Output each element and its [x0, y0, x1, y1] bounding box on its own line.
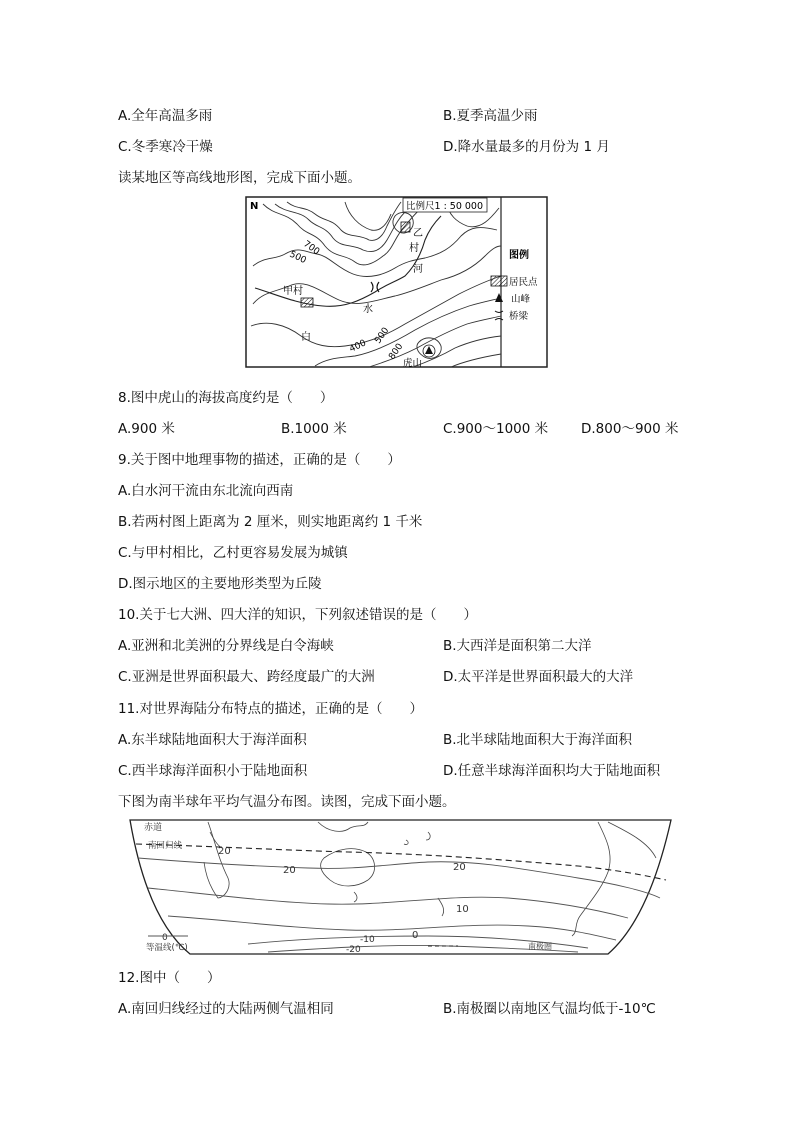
- q8-option-a: A.900 米: [118, 421, 175, 437]
- q10-option-d: D.太平洋是世界面积最大的大洋: [443, 669, 634, 685]
- place-shui: 水: [363, 304, 373, 315]
- legend-peak: 山峰: [511, 294, 531, 305]
- q10-stem: 10.关于七大洲、四大洋的知识，下列叙述错误的是（ ）: [118, 607, 477, 623]
- scale-label: 比例尺1 : 50 000: [406, 201, 484, 212]
- q9-option-a: A.白水河干流由东北流向西南: [118, 483, 294, 499]
- q11-option-d: D.任意半球海洋面积均大于陆地面积: [443, 763, 661, 779]
- equator-label: 赤道: [144, 823, 163, 833]
- q10-option-a: A.亚洲和北美洲的分界线是白令海峡: [118, 638, 334, 654]
- village-jia-icon: [301, 298, 313, 307]
- q11-option-b: B.北半球陆地面积大于海洋面积: [443, 732, 633, 748]
- q8-stem: 8.图中虎山的海拔高度约是（ ）: [118, 390, 334, 406]
- q8-option-d: D.800～900 米: [581, 421, 679, 437]
- isotherm-label-0b: 0: [162, 933, 168, 943]
- isotherm-label-0a: 0: [412, 930, 419, 941]
- legend-title: 图例: [509, 250, 529, 261]
- isotherm-label-20b: 20: [283, 865, 296, 876]
- contour-label-800: 800: [387, 341, 406, 362]
- q12-stem: 12.图中（ ）: [118, 970, 221, 986]
- topo-map: [245, 196, 548, 368]
- q7-option-a: A.全年高温多雨: [118, 108, 213, 124]
- place-yi-2: 村: [409, 243, 419, 254]
- antarctic-label: 南极圈: [528, 942, 552, 951]
- north-arrow: N: [250, 201, 259, 212]
- q11-option-c: C.西半球海洋面积小于陆地面积: [118, 763, 308, 779]
- isotherm-label-minus20: -20: [346, 945, 361, 955]
- q11-stem: 11.对世界海陆分布特点的描述，正确的是（ ）: [118, 701, 423, 717]
- q10-option-b: B.大西洋是面积第二大洋: [443, 638, 592, 654]
- tropic-label: 南回归线: [148, 841, 183, 851]
- contour-label-700: 700: [301, 239, 322, 258]
- place-yi-1: 乙: [413, 228, 423, 239]
- legend-bridge: 桥梁: [509, 311, 529, 322]
- place-jia: 甲村: [283, 286, 303, 297]
- q7-option-c: C.冬季寒冷干燥: [118, 139, 213, 155]
- legend-village: 居民点: [509, 277, 538, 288]
- place-bai: 白: [301, 332, 311, 343]
- village-yi-icon: [401, 222, 410, 232]
- q10-option-c: C.亚洲是世界面积最大、跨经度最广的大洲: [118, 669, 375, 685]
- isotherm-label-minus10: -10: [360, 935, 375, 945]
- isotherm-map: [128, 818, 673, 956]
- contour-label-400: 400: [348, 338, 368, 355]
- map-intro: 读某地区等高线地形图，完成下面小题。: [118, 170, 361, 186]
- isotherm-label-20a: 20: [218, 846, 231, 857]
- contour-label-500b: 500: [373, 325, 392, 346]
- q7-option-b: B.夏季高温少雨: [443, 108, 538, 124]
- contour-label-500: 500: [287, 249, 308, 266]
- legend-village-icon: [491, 276, 507, 286]
- q9-option-c: C.与甲村相比，乙村更容易发展为城镇: [118, 545, 348, 561]
- q9-stem: 9.关于图中地理事物的描述，正确的是（ ）: [118, 452, 401, 468]
- isotherm-label-10: 10: [456, 904, 469, 915]
- q8-option-c: C.900～1000 米: [443, 421, 549, 437]
- q12-option-b: B.南极圈以南地区气温均低于-10℃: [443, 1001, 656, 1017]
- isotherm-legend: 等温线(℃): [146, 943, 188, 953]
- q9-option-b: B.若两村图上距离为 2 厘米，则实地距离约 1 千米: [118, 514, 423, 530]
- q11-option-a: A.东半球陆地面积大于海洋面积: [118, 732, 307, 748]
- q8-option-b: B.1000 米: [281, 421, 347, 437]
- q12-option-a: A.南回归线经过的大陆两侧气温相同: [118, 1001, 334, 1017]
- place-he: 河: [413, 264, 423, 275]
- q9-option-d: D.图示地区的主要地形类型为丘陵: [118, 576, 322, 592]
- q7-option-d: D.降水量最多的月份为 1 月: [443, 139, 610, 155]
- iso-intro: 下图为南半球年平均气温分布图。读图，完成下面小题。: [118, 794, 456, 810]
- isotherm-label-20c: 20: [453, 862, 466, 873]
- place-hushan: 虎山: [403, 358, 423, 368]
